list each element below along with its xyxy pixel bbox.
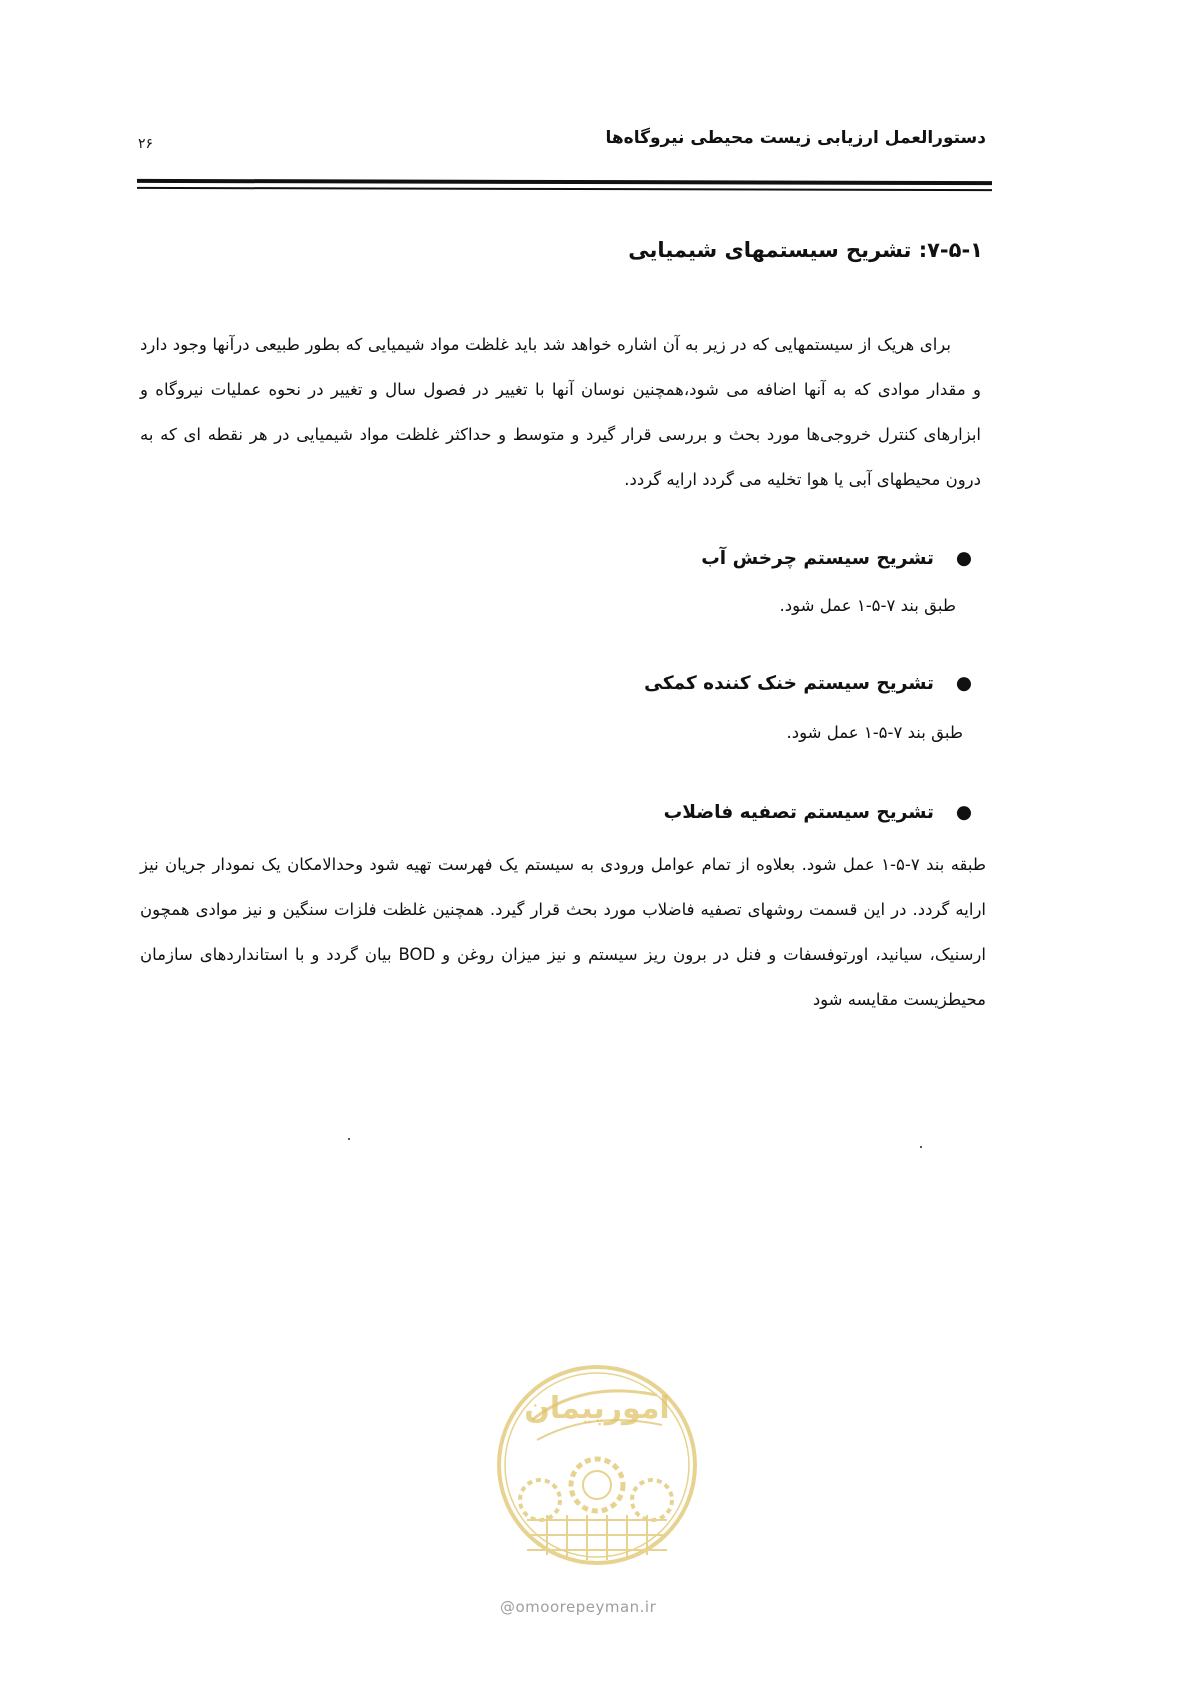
page-number: ۲۶ (138, 136, 154, 152)
header-rule-thin (137, 187, 992, 191)
watermark-logo-text: امورپیمان (524, 1391, 670, 1426)
bullet-label: تشریح سیستم تصفیه فاضلاب (663, 802, 934, 823)
header-title: دستورالعمل ارزیابی زیست محیطی نیروگاه‌ها (605, 128, 986, 148)
section-heading: ۷-۵-۱: تشریح سیستمهای شیمیایی (628, 238, 983, 262)
watermark-url: @omoorepeyman.ir (500, 1598, 657, 1616)
bullet-text-aux-cooling: طبق بند ۷-۵-۱ عمل شود. (786, 723, 963, 742)
bullet-heading-aux-cooling (644, 673, 976, 694)
bullet-icon: ● (955, 673, 973, 694)
bullet-text-water-circulation: طبق بند ۷-۵-۱ عمل شود. (779, 596, 956, 615)
bullet-heading-wastewater (664, 802, 976, 823)
bullet-icon: ● (955, 548, 973, 569)
bullet-icon: ● (955, 802, 973, 823)
header-rule-thick (137, 179, 992, 185)
bullet-label: تشریح سیستم چرخش آب (701, 548, 934, 569)
wastewater-paragraph: طبقه بند ۷-۵-۱ عمل شود. بعلاوه از تمام عوامل ورودی به سیستم یک فهرست تهیه شود وحدالامکان یک نمودار جریان نیز ارایه گردد. در این قسمت روشهای تصفیه فاضلاب مورد بحث قرار گیرد. همچنین غلظت فلزات سنگین و نیز موادی همچون ارسنیک، سیانید، اورتوفسفات و فنل در برون ریز سیستم و نیز میزان روغن و BOD بیان گردد و با استانداردهای سازمان محیطزیست مقایسه شود (140, 855, 987, 1009)
watermark-logo (492, 1340, 702, 1590)
bullet-heading-water-circulation (701, 548, 976, 569)
intro-paragraph: برای هریک از سیستمهایی که در زیر به آن اشاره خواهد شد باید غلظت مواد شیمیایی که بطور طبیعی درآنها وجود دارد و مقدار موادی که به آنها اضافه می شود،همچنین نوسان آنها با تغییر در فصول سال و تغییر در نحوه عملیات نیروگاه و ابزارهای کنترل خروجی‌ها مورد بحث و بررسی قرار گیرد و متوسط و حداکثر غلظت مواد شیمیایی در هر نقطه ای که به درون محیطهای آبی یا هوا تخلیه می گردد ارایه گردد. (140, 335, 981, 489)
stray-dot (920, 1146, 922, 1148)
bullet-label: تشریح سیستم خنک کننده کمکی (644, 673, 934, 694)
stray-dot (348, 1138, 350, 1140)
